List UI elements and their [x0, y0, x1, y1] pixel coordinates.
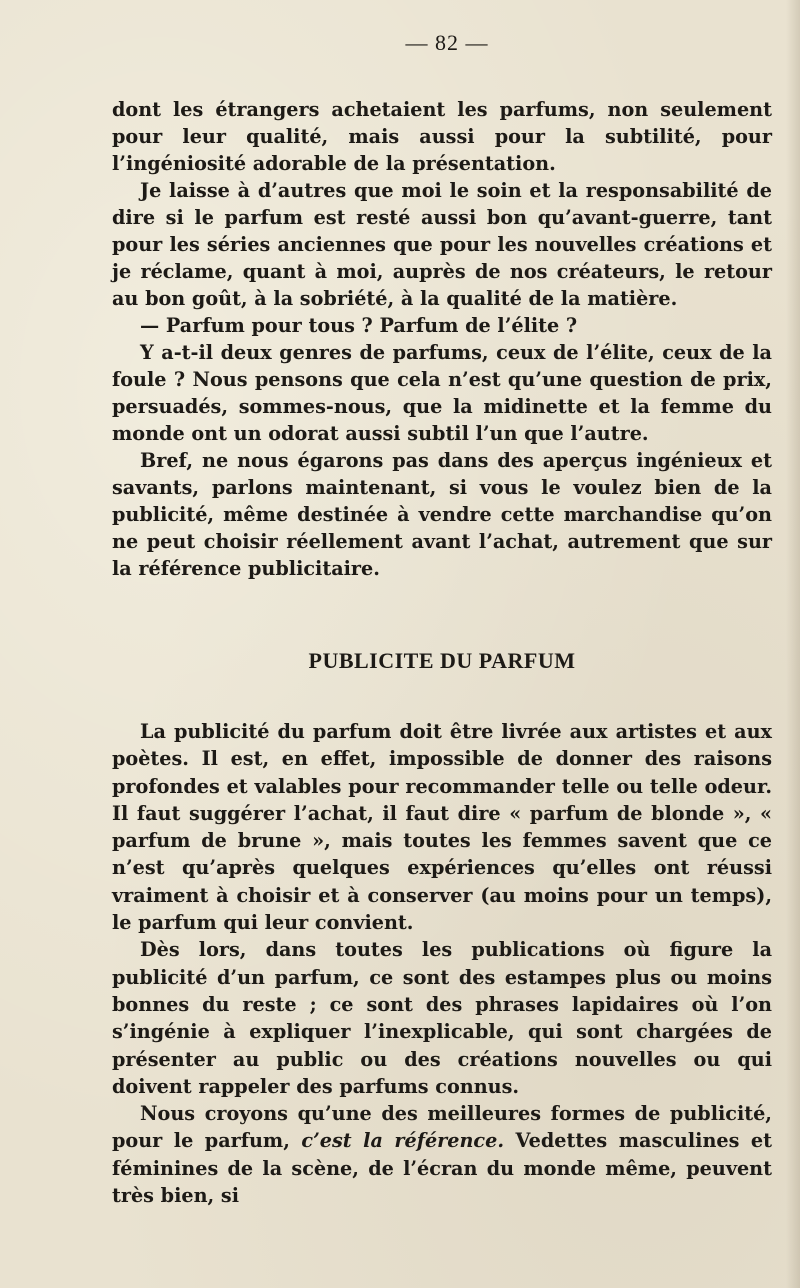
paragraph-8-end: Vedettes masculines et féminines de la scène, de l’écran du monde même, peuvent très bien, si — [112, 1129, 772, 1208]
section-heading: PUBLICITE DU PARFUM — [308, 648, 576, 673]
paragraph-7: Dès lors, dans toutes les publications où figure la publicité d’un parfum, ce sont des estampes plus ou moins bonnes du reste ; ce sont des phrases lapidaires où l’on s’ingénie à expliquer l’inexplicable, qui sont chargées de présenter au public ou des créations nouvelles ou qui doivent rappeler des parfums connus. — [112, 938, 772, 1098]
page-edge-shadow — [786, 0, 800, 1288]
book-page — [112, 30, 772, 1209]
paragraph-8-start: Nous croyons qu’une des meilleures formes de publicité, pour le parfum, — [112, 1102, 772, 1153]
paragraph-1: dont les étrangers achetaient les parfums, non seulement pour leur qualité, mais aussi pour la subtilité, pour l’ingéniosité adorable de la présentation. — [112, 98, 772, 175]
text-block-top — [112, 96, 772, 582]
paragraph-8 — [112, 1100, 772, 1209]
text-block-bottom — [112, 718, 772, 1209]
paragraph-8-emphasis: c’est la référence. — [301, 1129, 505, 1153]
paragraph-5: Bref, ne nous égarons pas dans des aperçus ingénieux et savants, parlons maintenant, si vous le voulez bien de la publicité, même destinée à vendre cette marchandise qu’on ne peut choisir réellement avant l’achat, autrement que sur la référence publicitaire. — [112, 449, 772, 580]
paragraph-6: La publicité du parfum doit être livrée aux artistes et aux poètes. Il est, en effet, impossible de donner des raisons profondes et valables pour recommander telle ou telle odeur. Il faut suggérer l’achat, il faut dire « parfum de blonde », « parfum de brune », mais toutes les femmes savent que ce n’est qu’après quelques expériences qu’elles ont réussi vraiment à choisir et à conserver (au moins pour un temps), le parfum qui leur convient. — [112, 720, 772, 935]
paragraph-2: Je laisse à d’autres que moi le soin et la responsabilité de dire si le parfum est resté aussi bon qu’avant-guerre, tant pour les séries anciennes que pour les nouvelles créations et je réclame, quant à moi, auprès de nos créateurs, le retour au bon goût, à la sobriété, à la qualité de la matière. — [112, 179, 772, 310]
paragraph-3: — Parfum pour tous ? Parfum de l’élite ? — [140, 314, 578, 337]
paragraph-4: Y a-t-il deux genres de parfums, ceux de l’élite, ceux de la foule ? Nous pensons que cela n’est qu’une question de prix, persuadés, sommes-nous, que la midinette et la femme du monde ont un odorat aussi subtil l’un que l’autre. — [112, 341, 772, 445]
page-number: — 82 — — [405, 30, 489, 55]
